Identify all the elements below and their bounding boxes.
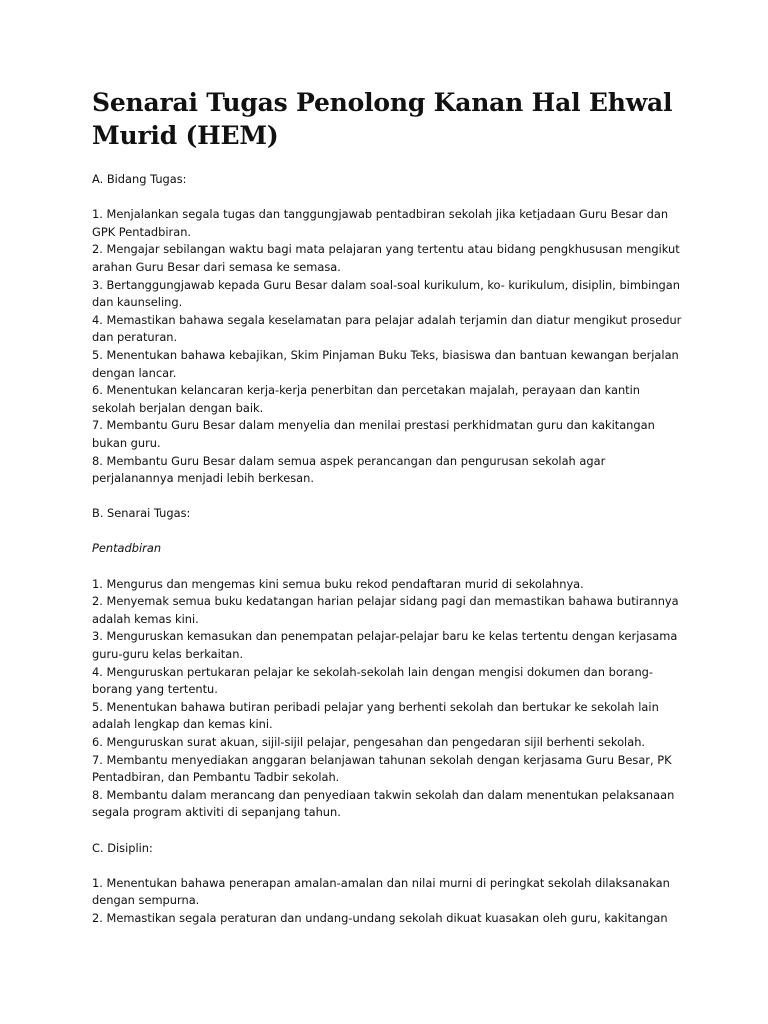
list-item: 3. Menguruskan kemasukan dan penempatan pelajar-pelajar baru ke kelas tertentu dengan kerjasama guru-guru kelas berkaitan.	[92, 629, 681, 662]
document-page	[92, 86, 684, 928]
list-item: 8. Membantu Guru Besar dalam semua aspek perancangan dan pengurusan sekolah agar perjalanannya menjadi lebih berkesan.	[92, 453, 609, 486]
list-item: 1. Menjalankan segala tugas dan tanggungjawab pentadbiran sekolah jika keti̧adaan Guru Besar dan GPK Pentadbiran.	[92, 207, 672, 239]
list-item: 6. Menguruskan surat akuan, sijil-sijil pelajar, pengesahan dan pengedaran sijil berhenti̇ sekolah.	[92, 735, 646, 749]
list-item: 2. Memasti̇kan segala peraturan dan undang-undang sekolah dikuat kuasakan oleh guru, kakitangan	[92, 910, 668, 925]
section-c-heading: C. Disiplin:	[92, 840, 153, 855]
section-a-list	[92, 206, 684, 488]
list-item: 1. Menentukan bahawa penerapan amalan-amalan dan nilai murni di peringkat sekolah dilaksanakan dengan sempurna.	[92, 875, 674, 908]
list-item: 3. Bertanggungjawab kepada Guru Besar dalam soal-soal kurikulum, ko- kurikulum, disiplin, bimbingan dan kaunseling.	[92, 277, 684, 310]
list-item: 5. Menentukan bahawa kebajikan, Skim Pinjaman Buku Teks, biasiswa dan bantuan kewangan berjalan dengan lancar.	[92, 347, 683, 380]
section-c-list	[92, 875, 684, 928]
document-title: Senarai Tugas Penolong Kanan Hal Ehwal Murid (HEM)	[92, 88, 673, 150]
document-body	[92, 171, 684, 928]
list-item: 6. Menentukan kelancaran kerja-kerja penerbitan dan percetakan majalah, perayaan dan kanti̇n sekolah berjalan dengan baik.	[92, 383, 644, 415]
spacer	[92, 523, 684, 541]
spacer	[92, 857, 684, 875]
spacer	[92, 488, 684, 506]
list-item: 2. Menyemak semua buku kedatangan harian pelajar sidang pagi dan memasti̇kan bahawa buti̇rannya adalah kemas kini.	[92, 594, 683, 626]
section-b-list	[92, 576, 684, 822]
list-item: 2. Mengajar sebilangan waktu bagi mata pelajaran yang tertentu atau bidang pengkhususan mengikut arahan Guru Besar dari semasa ke semasa.	[92, 242, 684, 274]
list-item: 5. Menentukan bahawa buti̇ran peribadi pelajar yang berhenti̇ sekolah dan bertukar ke sekolah lain adalah lengkap dan kemas kini.	[92, 699, 663, 732]
list-item: 1. Mengurus dan mengemas kini semua buku rekod pendaftaran murid di sekolahnya.	[92, 576, 584, 591]
list-item: 4. Memasti̇kan bahawa segala keselamatan para pelajar adalah terjamin dan diatur mengikut prosedur dan peraturan.	[92, 312, 685, 345]
list-item: 8. Membantu dalam merancang dan penyediaan takwin sekolah dan dalam menentukan pelaksanaan segala program akti̇viti̇ di sepanjang tahun.	[92, 787, 678, 820]
list-item: 7. Membantu menyediakan anggaran belanjawan tahunan sekolah dengan kerjasama Guru Besar, PK Pentadbiran, dan Pembantu Tadbir sekolah.	[92, 752, 676, 785]
spacer	[92, 558, 684, 576]
spacer	[92, 822, 684, 840]
list-item: 7. Membantu Guru Besar dalam menyelia dan menilai prestasi perkhidmatan guru dan kakitangan bukan guru.	[92, 418, 659, 450]
section-a-heading: A. Bidang Tugas:	[92, 172, 187, 186]
spacer	[92, 189, 684, 207]
list-item: 4. Menguruskan pertukaran pelajar ke sekolah-sekolah lain dengan mengisi dokumen dan borang-borang yang tertentu.	[92, 664, 654, 697]
section-b-subheading: Pentadbiran	[92, 541, 162, 556]
section-b-heading: B. Senarai Tugas:	[92, 506, 191, 521]
